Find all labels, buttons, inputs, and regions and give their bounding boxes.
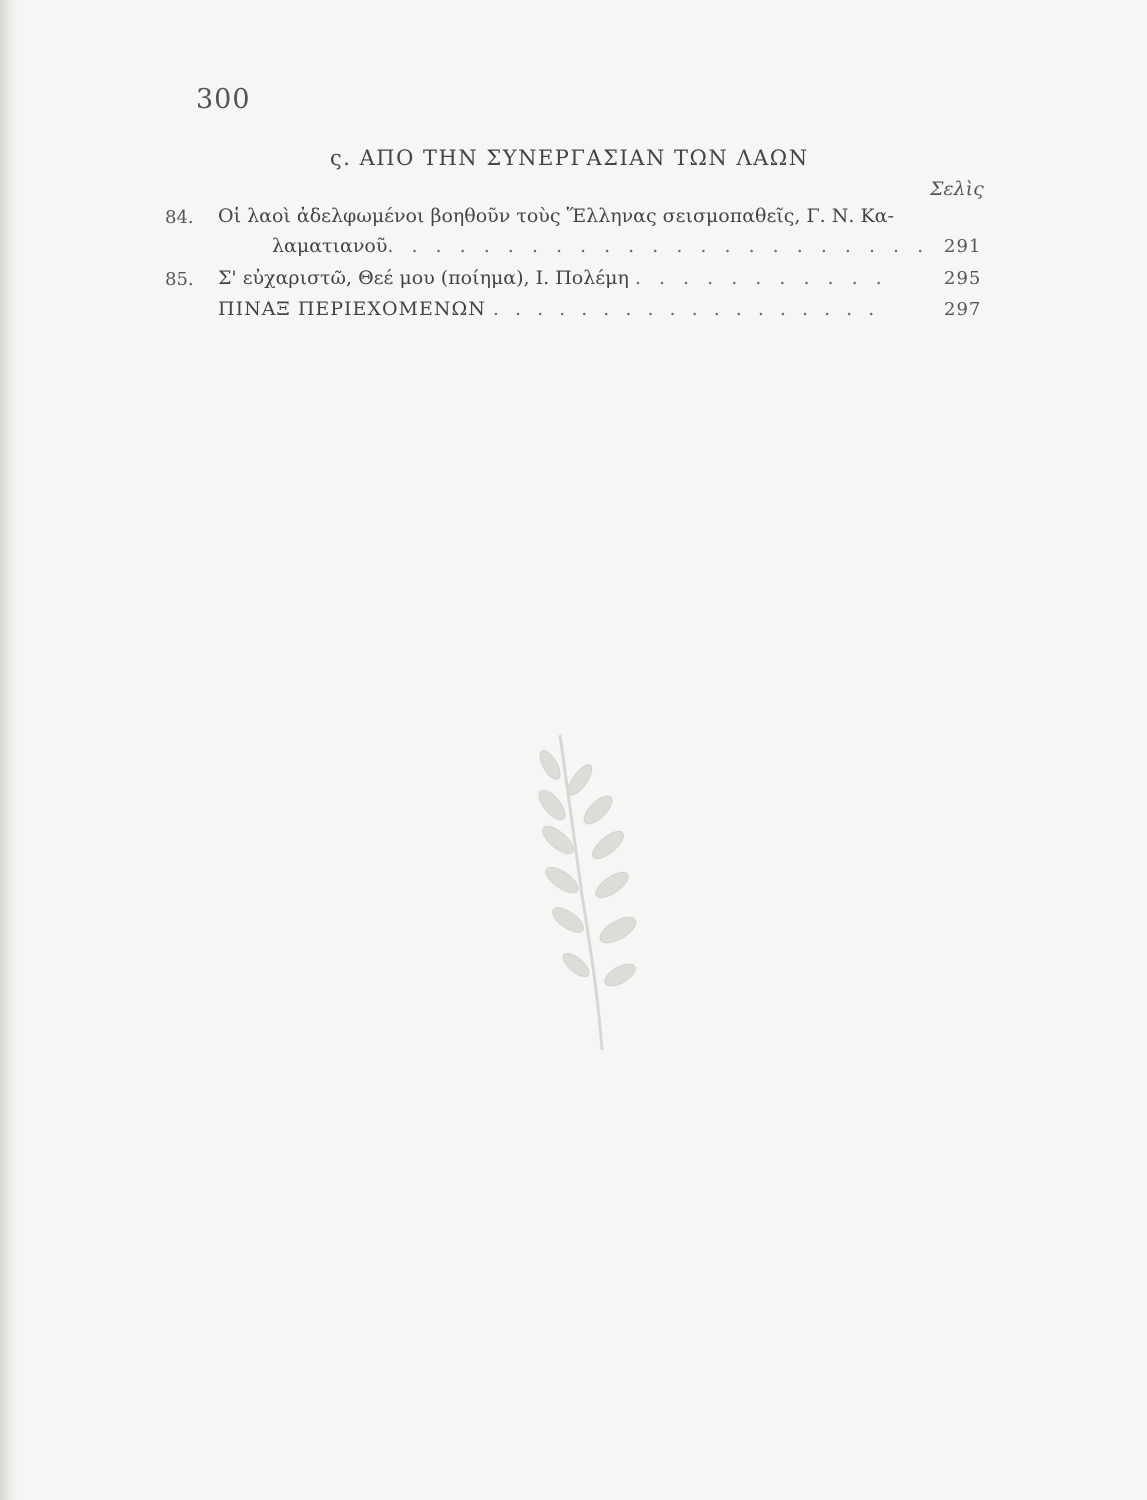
entry-number: 85.	[165, 269, 194, 290]
entry-page-ref: 295	[944, 268, 982, 289]
page-edge-shadow	[0, 0, 18, 1500]
entry-number: 84.	[165, 207, 194, 228]
entry-title-line-1	[218, 267, 888, 289]
dot-leader: . . . . . . . . . . .	[634, 267, 888, 289]
dot-leader: . . . . . . . . . . . . . . . . . . . . . . .	[387, 235, 930, 257]
olive-branch-icon	[520, 725, 660, 1055]
entry-title-text: λαματιανοῦ	[272, 235, 388, 257]
entry-page-ref: 297	[944, 299, 982, 320]
entry-title-text: Σ' εὐχαριστῶ, Θεέ μου (ποίημα), Ι. Πολέμη	[218, 267, 629, 289]
entry-title-line-1	[218, 298, 879, 320]
page-number: 300	[196, 84, 251, 115]
page-column-label: Σελὶς	[930, 178, 984, 200]
entry-title-text: ΠΙΝΑΞ ΠΕΡΙΕΧΟΜΕΝΩΝ	[218, 298, 486, 320]
entry-title-line-2	[272, 235, 929, 257]
entry-page-ref: 291	[944, 236, 982, 257]
entry-title-line-1: Οἱ λαοὶ ἀδελφωμένοι βοηθοῦν τοὺς Ἕλληνας σεισμοπαθεῖς, Γ. Ν. Κα-	[218, 205, 894, 227]
section-heading: ς. ΑΠΟ ΤΗΝ ΣΥΝΕΡΓΑΣΙΑΝ ΤΩΝ ΛΑΩΝ	[330, 146, 809, 170]
dot-leader: . . . . . . . . . . . . . . . . . .	[492, 298, 880, 320]
